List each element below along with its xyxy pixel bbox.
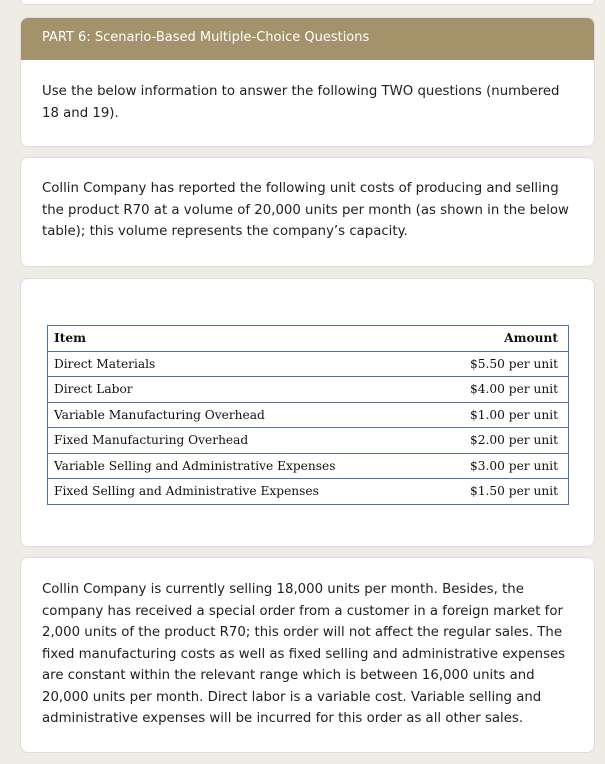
order-card bbox=[20, 557, 595, 753]
row-amount: $5.50 per unit bbox=[433, 351, 568, 377]
order-text: Collin Company is currently selling 18,000 units per month. Besides, the company has received a special order from a customer in a foreign market for 2,000 units of the product R70; this order will not affect the regular sales. The fixed manufacturing costs as well as fixed selling and administrative expenses are constant within the relevant range which is between 16,000 units and 20,000 units per month. Direct labor is a variable cost. Variable selling and administrative expenses will be incurred for this order as all other sales. bbox=[42, 582, 566, 726]
row-item: Direct Materials bbox=[48, 351, 434, 377]
section-instruction: Use the below information to answer the following TWO questions (numbered 18 and 19). bbox=[42, 84, 560, 121]
intro-text: Collin Company has reported the following unit costs of producing and selling the product R70 at a volume of 20,000 units per month (as shown in the below table); this volume represents the company’s capacity. bbox=[42, 181, 569, 239]
table-row bbox=[48, 479, 569, 505]
table-row bbox=[48, 453, 569, 479]
table-header-row bbox=[48, 326, 569, 352]
section-title: PART 6: Scenario-Based Multiple-Choice Questions bbox=[21, 18, 594, 60]
row-amount: $2.00 per unit bbox=[433, 428, 568, 454]
row-item: Direct Labor bbox=[48, 377, 434, 403]
table-row bbox=[48, 377, 569, 403]
row-item: Fixed Manufacturing Overhead bbox=[48, 428, 434, 454]
previous-card-edge bbox=[20, 0, 595, 5]
row-amount: $4.00 per unit bbox=[433, 377, 568, 403]
row-amount: $1.50 per unit bbox=[433, 479, 568, 505]
table-row bbox=[48, 428, 569, 454]
table-row bbox=[48, 351, 569, 377]
column-header-amount: Amount bbox=[433, 326, 568, 352]
intro-card bbox=[20, 157, 595, 267]
row-amount: $3.00 per unit bbox=[433, 453, 568, 479]
row-item: Variable Selling and Administrative Expenses bbox=[48, 453, 434, 479]
row-item: Fixed Selling and Administrative Expenses bbox=[48, 479, 434, 505]
column-header-item: Item bbox=[48, 326, 434, 352]
section-card bbox=[20, 17, 595, 147]
table-row bbox=[48, 402, 569, 428]
unit-cost-table bbox=[47, 325, 569, 505]
table-card bbox=[20, 278, 595, 547]
row-amount: $1.00 per unit bbox=[433, 402, 568, 428]
row-item: Variable Manufacturing Overhead bbox=[48, 402, 434, 428]
